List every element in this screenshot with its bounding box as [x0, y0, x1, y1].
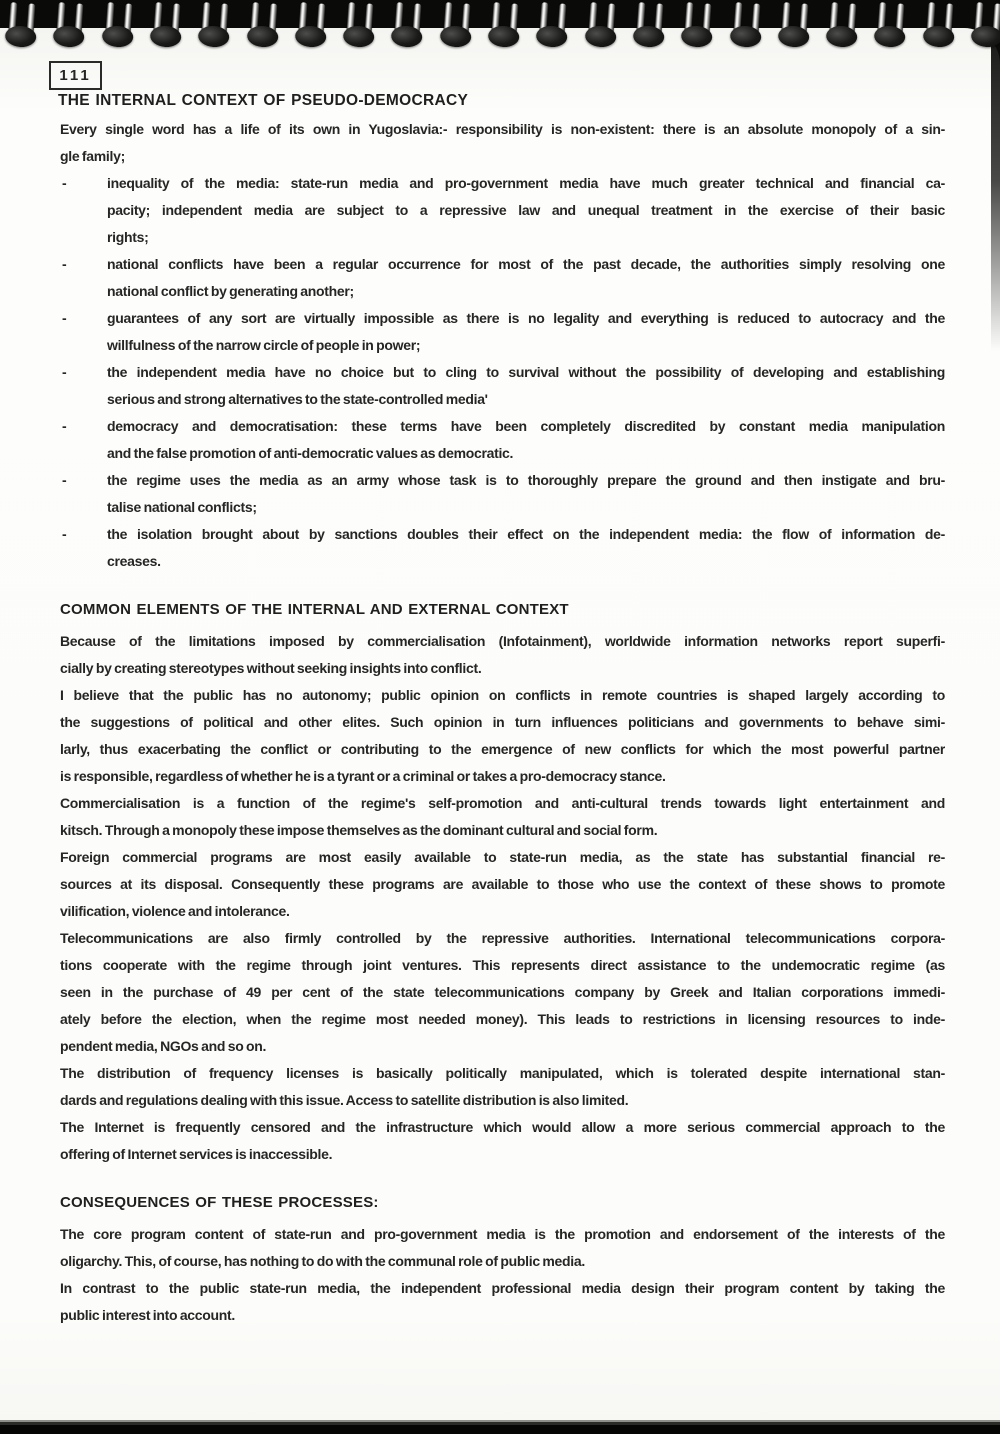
- text-line: is responsible, regardless of whether he is a tyrant or a criminal or takes a pro-democracy stance.: [60, 768, 666, 784]
- paragraph: [60, 1060, 945, 1114]
- binding-loop: [731, 2, 761, 48]
- text-line: offering of Internet services is inaccessible.: [60, 1146, 333, 1162]
- bullet-marker: -: [62, 256, 67, 272]
- scan-edge-right: [991, 28, 1000, 368]
- text-line: the regime uses the media as an army whose task is to thoroughly prepare the ground and then instigate and bru-: [107, 472, 945, 488]
- section-heading: COMMON ELEMENTS OF THE INTERNAL AND EXTERNAL CONTEXT: [60, 601, 569, 618]
- text-line: cially by creating stereotypes without seeking insights into conflict.: [60, 660, 482, 676]
- text-line: rights;: [107, 229, 149, 245]
- section-heading: CONSEQUENCES OF THESE PROCESSES:: [60, 1194, 379, 1211]
- paragraph: [60, 844, 945, 925]
- text-line: Every single word has a life of its own in Yugoslavia:- responsibility is non-existent: there is an absolute monopoly of a sin-: [60, 121, 945, 137]
- page-number-box: [49, 61, 102, 90]
- binding-loop: [972, 2, 1000, 48]
- binding-hole-shadow: [729, 25, 761, 48]
- text-line: ately before the election, when the regime most needed money). This leads to restrictions in licensing resources to inde-: [60, 1011, 945, 1027]
- text-line: dards and regulations dealing with this issue. Access to satellite distribution is also limited.: [60, 1092, 629, 1108]
- binding-loop: [828, 2, 858, 48]
- text-line: the suggestions of political and other elites. Such opinion in turn influences politicians and governments to behave simi-: [60, 714, 945, 730]
- binding-loop: [538, 2, 568, 48]
- binding-loop: [296, 2, 326, 48]
- text-line: the independent media have no choice but to cling to survival without the possibility of developing and establishing: [107, 364, 945, 380]
- text-line: Commercialisation is a function of the regime's self-promotion and anti-cultural trends towards light entertainment and: [60, 795, 945, 811]
- binding-hole-shadow: [971, 25, 1000, 48]
- bullet-marker: -: [62, 175, 67, 191]
- text-line: creases.: [107, 553, 161, 569]
- bullet-lines: [107, 413, 945, 467]
- bullet-marker: -: [62, 364, 67, 380]
- bullet-lines: [107, 467, 945, 521]
- text-line: I believe that the public has no autonomy; public opinion on conflicts in remote countries is shaped largely according to: [60, 687, 945, 703]
- bullet-lines: [107, 521, 945, 575]
- bullet-item: [60, 170, 945, 251]
- paragraph: [60, 628, 945, 682]
- text-line: inequality of the media: state-run media and pro-government media have much greater technical and financial ca-: [107, 175, 945, 191]
- binding-loop: [876, 2, 906, 48]
- binding-loop: [345, 2, 375, 48]
- text-line: The Internet is frequently censored and the infrastructure which would allow a more serious commercial approach to the: [60, 1119, 945, 1135]
- text-line: pendent media, NGOs and so on.: [60, 1038, 267, 1054]
- bullet-marker: -: [62, 526, 67, 542]
- binding-loop: [779, 2, 809, 48]
- text-line: In contrast to the public state-run media, the independent professional media design their program content by taking the: [60, 1280, 945, 1296]
- text-line: public interest into account.: [60, 1307, 235, 1323]
- text-line: the isolation brought about by sanctions doubles their effect on the independent media: the flow of information de-: [107, 526, 945, 542]
- text-line: pacity; independent media are subject to a repressive law and unequal treatment in the exercise of their basic: [107, 202, 945, 218]
- paragraph: [60, 116, 945, 170]
- bullet-lines: [107, 170, 945, 251]
- page-number: 111: [59, 67, 92, 84]
- binding-loop: [489, 2, 519, 48]
- paragraph: [60, 925, 945, 1060]
- binding-loop: [151, 2, 181, 48]
- binding-loop: [248, 2, 278, 48]
- text-line: seen in the purchase of 49 per cent of the state telecommunications company by Greek and Italian corporations immedi-: [60, 984, 945, 1000]
- binding-loop: [586, 2, 616, 48]
- text-line: Because of the limitations imposed by commercialisation (Infotainment), worldwide information networks report superfi-: [60, 633, 945, 649]
- binding-loop: [393, 2, 423, 48]
- text-line: national conflicts have been a regular occurrence for most of the past decade, the authorities simply resolving one: [107, 256, 945, 272]
- paragraph: [60, 682, 945, 790]
- text-line: kitsch. Through a monopoly these impose themselves as the dominant cultural and social form.: [60, 822, 658, 838]
- text-line: Foreign commercial programs are most easily available to state-run media, as the state has substantial financial re-: [60, 849, 945, 865]
- text-line: oligarchy. This, of course, has nothing to do with the communal role of public media.: [60, 1253, 585, 1269]
- binding-loop: [200, 2, 230, 48]
- text-line: gle family;: [60, 148, 125, 164]
- bullet-marker: -: [62, 472, 67, 488]
- binding-loop: [924, 2, 954, 48]
- binding-hole-shadow: [101, 25, 133, 48]
- scan-edge-bottom: [0, 1420, 1000, 1434]
- binding-loop: [6, 2, 36, 48]
- bullet-marker: -: [62, 310, 67, 326]
- bullet-marker: -: [62, 418, 67, 434]
- section: [60, 596, 945, 1168]
- bullet-item: [60, 413, 945, 467]
- section: [60, 1189, 945, 1329]
- binding-hole-shadow: [584, 25, 616, 48]
- bullet-item: [60, 467, 945, 521]
- binding-loop: [441, 2, 471, 48]
- paragraph: [60, 1221, 945, 1275]
- text-line: talise national conflicts;: [107, 499, 257, 515]
- binding-loop: [683, 2, 713, 48]
- paragraph: [60, 1114, 945, 1168]
- bullet-lines: [107, 251, 945, 305]
- page-title: THE INTERNAL CONTEXT OF PSEUDO-DEMOCRACY: [58, 92, 469, 109]
- bullet-lines: [107, 305, 945, 359]
- text-line: Telecommunications are also firmly controlled by the repressive authorities. International telecommunications corpora-: [60, 930, 945, 946]
- bullet-item: [60, 305, 945, 359]
- text-line: democracy and democratisation: these terms have been completely discredited by constant media manipulation: [107, 418, 945, 434]
- paragraph: [60, 1275, 945, 1329]
- bullet-lines: [107, 359, 945, 413]
- bullet-item: [60, 251, 945, 305]
- binding-loop: [55, 2, 85, 48]
- text-line: willfulness of the narrow circle of people in power;: [107, 337, 421, 353]
- bullet-item: [60, 521, 945, 575]
- text-line: larly, thus exacerbating the conflict or contributing to the emergence of new conflicts for which the most powerful partner: [60, 741, 945, 757]
- text-line: The distribution of frequency licenses is basically politically manipulated, which is tolerated despite international stan-: [60, 1065, 945, 1081]
- document-body: [60, 116, 945, 1329]
- spiral-binding: [0, 0, 1000, 52]
- section: [60, 116, 945, 575]
- text-line: national conflict by generating another;: [107, 283, 354, 299]
- paragraph: [60, 790, 945, 844]
- text-line: The core program content of state-run and pro-government media is the promotion and endorsement of the interests of the: [60, 1226, 945, 1242]
- bullet-item: [60, 359, 945, 413]
- text-line: serious and strong alternatives to the state-controlled media': [107, 391, 488, 407]
- binding-loop: [634, 2, 664, 48]
- text-line: guarantees of any sort are virtually impossible as there is no legality and everything is reduced to autocracy and the: [107, 310, 945, 326]
- binding-hole-shadow: [246, 25, 278, 48]
- text-line: and the false promotion of anti-democratic values as democratic.: [107, 445, 514, 461]
- binding-loop: [103, 2, 133, 48]
- text-line: vilification, violence and intolerance.: [60, 903, 290, 919]
- text-line: sources at its disposal. Consequently these programs are available to those who use the context of these shows to promote: [60, 876, 945, 892]
- text-line: tions cooperate with the regime through joint ventures. This represents direct assistance to the undemocratic regime (as: [60, 957, 945, 973]
